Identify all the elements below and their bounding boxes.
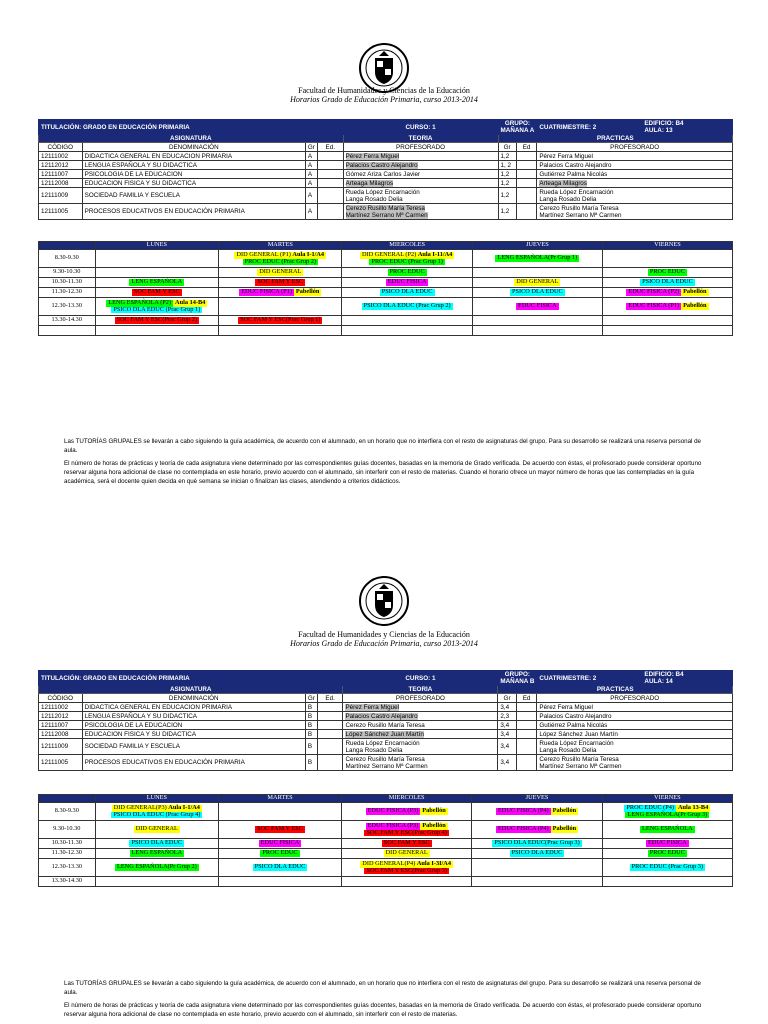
subject-name: SOCIEDAD FAMILIA Y ESCUELA: [82, 739, 305, 755]
room: Aula I-1/A4: [168, 804, 200, 811]
time-slot: 9.30-10.30: [39, 821, 96, 839]
class-block: SOC FAM Y ESC(Prac Grup 1): [240, 316, 321, 324]
class-block: PROC EDUC: [389, 268, 425, 276]
subject-name: PSICOLOGIA DE LA EDUCACION: [82, 721, 305, 730]
class-name: EDUC FISICA (P2): [628, 288, 680, 296]
class-name: EDUC FISICA (P3): [367, 822, 419, 829]
table-row: [39, 755, 733, 771]
table-row: [39, 859, 733, 877]
class-block: SOC FAM Y ESC: [257, 278, 304, 286]
subject-group: B: [305, 755, 317, 771]
col-profesorado-prac: PROFESORADO: [537, 694, 733, 703]
faculty-header: [0, 630, 768, 648]
class-block: PROC EDUC: [649, 849, 685, 857]
subject-name: SOCIEDAD FAMILIA Y ESCUELA: [82, 188, 305, 204]
time-slot: 12.30-13.30: [39, 859, 96, 877]
subjects-table-b: [38, 670, 733, 771]
notes-a: [64, 437, 712, 490]
subject-teacher-2: Langa Rosado Delia: [345, 195, 403, 203]
subject-group: A: [305, 179, 317, 188]
class-block: [626, 303, 681, 310]
class-name: EDUC FISICA (P4): [497, 807, 549, 815]
class-block: LENG ESPAÑOLA: [642, 825, 693, 833]
grupo-label: GRUPO:: [504, 671, 530, 678]
day-jueves: JUEVES: [472, 795, 602, 803]
aula-label: AULA: 14: [644, 678, 673, 685]
practice-teacher-2: Martínez Serrano Mª Carmen: [539, 211, 622, 219]
class-block: LENG ESPAÑOLA(Pr Grup 1): [497, 254, 578, 262]
subject-group: A: [305, 161, 317, 170]
class-block: LENG ESPAÑOLA(Pr Grup 2): [116, 863, 197, 871]
subject-code: 12112012: [39, 161, 83, 170]
class-block: SOC FAM Y ESC(Prac Grup 3): [366, 866, 447, 874]
col-ed: Ed.: [317, 694, 343, 703]
practice-groups: 3,4: [498, 703, 516, 712]
subject-name: PROCESOS EDUCATIVOS EN EDUCACIÓN PRIMARIA: [82, 204, 305, 220]
note-tutorias: Las TUTORÍAS GRUPALES se llevarán a cabo siguiendo la guía académica, de acuerdo con el alumnado, en un horario que no interfiera con el resto de asignaturas del grupo. Para su desarrollo se realizará una reserva personal de aula.: [64, 980, 701, 996]
class-name: EDUC FISICA (P1): [628, 302, 680, 310]
subject-name: PSICOLOGIA DE LA EDUCACION: [82, 170, 305, 179]
day-jueves: JUEVES: [472, 242, 602, 250]
practice-groups: 3,4: [498, 721, 516, 730]
practice-teacher: Pérez Ferra Miguel: [537, 703, 733, 712]
col-denominacion: DENOMINACIÓN: [82, 694, 305, 703]
subject-code: 12112008: [39, 730, 83, 739]
grupo-value: MAÑANA A: [500, 127, 535, 134]
class-name: DID GENERAL (P1): [236, 251, 291, 258]
class-block: PROC EDUC (Prac Grup 2): [244, 257, 316, 265]
table-row: [39, 278, 733, 288]
table-row: [39, 161, 733, 170]
class-name: DID GENERAL(P3): [113, 804, 167, 811]
table-row: [39, 298, 733, 316]
teoria-header: TEORÍA: [343, 135, 498, 143]
subject-teacher: Arteaga Milagros: [345, 179, 394, 187]
class-block: LENG ESPAÑOLA: [131, 849, 183, 857]
subject-teacher-2: Langa Rosado Delia: [345, 746, 403, 754]
cuatrimestre-label: CUATRIMESTRE: 2: [539, 123, 597, 131]
subject-teacher: Palacios Castro Alejandro: [345, 712, 418, 720]
practicas-header: PRÁCTICAS: [498, 135, 732, 143]
subject-teacher: Pérez Ferra Miguel: [345, 703, 400, 711]
practicas-header: PRÁCTICAS: [498, 686, 733, 694]
room: Pabellón: [295, 288, 320, 296]
table-row: [39, 839, 733, 849]
subject-code: 12111005: [39, 755, 83, 771]
subject-group: B: [305, 730, 317, 739]
time-slot: 13.30-14.30: [39, 316, 96, 326]
subject-code: 12111009: [39, 739, 83, 755]
practice-groups: 1,2: [498, 152, 516, 161]
subject-teacher-2: Martínez Serrano Mª Carmen: [345, 211, 428, 219]
class-block: LENG ESPAÑOLA(Pr Grup 3): [627, 810, 708, 818]
col-ed-prac: Ed: [516, 694, 537, 703]
col-codigo: CÓDIGO: [39, 694, 83, 703]
class-block: [239, 289, 294, 296]
practice-teacher: Gutiérrez Palma Nicolás: [537, 721, 733, 730]
aula-label: AULA: 13: [644, 127, 673, 134]
faculty-name: Facultad de Humanidades y Ciencias de la Educación: [298, 630, 470, 639]
practice-groups: 2,3: [498, 712, 516, 721]
subject-teacher: Rueda López Encarnación: [345, 188, 420, 196]
time-slot: 13.30-14.30: [39, 877, 96, 887]
subject-group: B: [305, 712, 317, 721]
subject-name: LENGUA ESPAÑOLA Y SU DIDACTICA: [82, 712, 305, 721]
class-block: [626, 289, 681, 296]
room: Pabellón: [422, 822, 446, 829]
subject-teacher: Gómez Ariza Carlos Javier: [343, 170, 498, 179]
col-gr: Gr: [305, 143, 317, 152]
table-row: [39, 821, 733, 839]
class-name: EDUC FISICA (P4): [497, 825, 549, 833]
table-row: [39, 179, 733, 188]
note-horas: El número de horas de prácticas y teoría de cada asignatura viene determinado por las correspondientes guías docentes, basadas en la memoria de Grado verificada. De acuerdo con éstas, el profesorado puede considerar oportuno reservar alguna hora adicional de clase no contemplada en este horario, previo acuerdo con el alumnado, sin interferir con el resto de materias.: [64, 1002, 702, 1018]
room: Aula 14-B4: [175, 299, 206, 306]
room: Aula 13-B4: [678, 804, 709, 811]
table-row: [39, 188, 733, 204]
subject-code: 12112008: [39, 179, 83, 188]
subject-name: PROCESOS EDUCATIVOS EN EDUCACIÓN PRIMARIA: [82, 755, 305, 771]
subject-teacher: Rueda López Encarnación: [345, 739, 420, 747]
practice-teacher: Cerezo Rusillo María Teresa: [539, 755, 619, 763]
class-block: PROC EDUC: [649, 268, 686, 276]
table-row: [39, 170, 733, 179]
curso-label: CURSO: 1: [405, 123, 436, 131]
practice-teacher: Pérez Ferra Miguel: [537, 152, 733, 161]
class-block: [496, 808, 551, 815]
day-martes: MARTES: [219, 795, 342, 803]
note-horas: El número de horas de prácticas y teoría de cada asignatura viene determinado por las correspondientes guías docentes, basadas en la memoria de Grado verificada. De acuerdo con éstas, el profesorado puede considerar oportuno reservar alguna hora adicional de clase no contemplada en este horario, previo acuerdo con el alumnado, sin interferir con el resto de materias. Cuando el horario ofrece un mayor número de horas que las contempladas en la guía académica, será el docente quien decida en qué semana se inician o finalizan las clases, atendiendo a criterios didácticos.: [64, 460, 702, 485]
practice-teacher: Palacios Castro Alejandro: [537, 712, 733, 721]
col-denominacion: DENOMINACIÓN: [82, 143, 305, 152]
subject-code: 12111002: [39, 703, 83, 712]
practice-groups: 1,2: [498, 170, 516, 179]
room: Aula I-11/A4: [417, 251, 453, 258]
faculty-header: [0, 86, 768, 104]
day-lunes: LUNES: [95, 795, 218, 803]
room: Pabellón: [552, 825, 577, 833]
class-block: EDUC FISICA: [387, 278, 427, 286]
room: Aula I-3I/A4: [416, 860, 451, 867]
subject-name: EDUCACION FISICA Y SU DIDACTICA: [82, 179, 305, 188]
class-block: PSICO DLA EDUC: [511, 288, 563, 296]
practice-groups: 3,4: [498, 755, 516, 771]
table-row: [39, 703, 733, 712]
class-block: PROC EDUC (Prac Grup 3): [631, 863, 704, 871]
day-viernes: VIERNES: [602, 242, 732, 250]
edificio-label: EDIFICIO: B4: [644, 120, 684, 127]
practice-teacher-2: Langa Rosado Delia: [539, 746, 597, 754]
edificio-label: EDIFICIO: B4: [644, 671, 684, 678]
subject-code: 12112012: [39, 712, 83, 721]
practice-teacher-2: Langa Rosado Delia: [539, 195, 597, 203]
subject-code: 12111007: [39, 721, 83, 730]
table-row: [39, 803, 733, 821]
day-miercoles: MIERCOLES: [341, 795, 471, 803]
subject-code: 12111002: [39, 152, 83, 161]
day-viernes: VIERNES: [602, 795, 732, 803]
class-block: PSICO DLA EDUC: [642, 278, 693, 286]
class-block: PSICO DLA EDUC(Prac Grup 3): [494, 839, 580, 847]
class-block: SOC FAM Y ESC: [257, 825, 303, 833]
room: Pabellón: [683, 302, 707, 310]
class-name: DID GENERAL (P2): [361, 251, 417, 258]
class-name: DID GENERAL(P4): [362, 860, 416, 867]
asignatura-header: ASIGNATURA: [39, 686, 343, 694]
subject-code: 12111007: [39, 170, 83, 179]
class-block: PROC EDUC (Prac Grup 1): [371, 257, 443, 265]
practice-groups: 1,2: [498, 179, 516, 188]
time-slot: 8.30-9.30: [39, 803, 96, 821]
day-martes: MARTES: [219, 242, 342, 250]
class-block: PSICO DLA EDUC: [381, 288, 433, 296]
note-tutorias: Las TUTORÍAS GRUPALES se llevarán a cabo siguiendo la guía académica, de acuerdo con el alumnado, en un horario que no interfiera con el resto de asignaturas del grupo. Para su desarrollo se realizará una reserva personal de aula.: [64, 438, 701, 454]
seal-logo: [358, 575, 410, 627]
subject-teacher-2: Martínez Serrano Mª Carmen: [345, 762, 428, 770]
time-slot: 12.30-13.30: [39, 298, 96, 316]
subject-teacher: Cerezo Rusillo María Teresa: [345, 755, 425, 763]
subject-teacher: Pérez Ferra Miguel: [345, 152, 400, 160]
subject-group: A: [305, 152, 317, 161]
room: Aula I-1/A4: [292, 251, 325, 258]
class-block: DID GENERAL: [385, 849, 428, 857]
practice-groups: 3,4: [498, 730, 516, 739]
teoria-header: TEORÍA: [343, 686, 498, 694]
class-block: PSICO DLA EDUC (Prac Grup 4): [113, 810, 201, 818]
table-row: [39, 730, 733, 739]
table-row: [39, 326, 733, 336]
class-name: EDUC FISICA (P1): [241, 288, 292, 296]
schedule-subtitle: Horarios Grado de Educación Primaria, curso 2013-2014: [290, 95, 478, 104]
asignatura-header: ASIGNATURA: [39, 135, 344, 143]
subject-name: LENGUA ESPAÑOLA Y SU DIDACTICA: [82, 161, 305, 170]
subject-group: B: [305, 739, 317, 755]
table-row: [39, 204, 733, 220]
grupo-value: MAÑANA B: [500, 678, 535, 685]
practice-teacher: Rueda López Encarnación: [539, 188, 614, 196]
class-block: SOC FAM Y ESC(Prac Grup 4): [366, 828, 447, 836]
col-ed-prac: Ed: [516, 143, 537, 152]
subject-group: A: [305, 170, 317, 179]
col-profesorado: PROFESORADO: [343, 694, 498, 703]
class-block: PROC EDUC: [262, 849, 298, 857]
notes-b: [64, 979, 712, 1023]
time-slot: 10.30-11.30: [39, 839, 96, 849]
subject-group: B: [305, 703, 317, 712]
subject-teacher: Cerezo Rusillo María Teresa: [345, 204, 425, 212]
subject-name: EDUCACION FISICA Y SU DIDACTICA: [82, 730, 305, 739]
table-row: [39, 849, 733, 859]
room: Pabellón: [422, 807, 446, 815]
practice-teacher: Arteaga Milagros: [539, 179, 587, 187]
col-gr-prac: Gr: [498, 143, 516, 152]
room: Pabellón: [683, 288, 707, 296]
subject-teacher: Palacios Castro Alejandro: [345, 161, 418, 169]
cuatrimestre-label: CUATRIMESTRE: 2: [539, 674, 597, 682]
room: Pabellón: [552, 807, 577, 815]
practice-groups: 3,4: [498, 739, 516, 755]
class-name: LENG ESPAÑOLA (P2): [108, 299, 172, 306]
subject-group: A: [305, 204, 317, 220]
table-row: [39, 268, 733, 278]
col-profesorado: PROFESORADO: [343, 143, 498, 152]
practice-teacher: Palacios Castro Alejandro: [537, 161, 733, 170]
subjects-table-a: [38, 119, 733, 220]
table-row: [39, 288, 733, 298]
subject-code: 12111005: [39, 204, 83, 220]
practice-teacher: López Sánchez Juan Martín: [537, 730, 733, 739]
class-block: EDUC FISICA: [518, 302, 557, 310]
schedule-table-b: [38, 794, 733, 887]
class-name: PROC EDUC (P4): [626, 804, 674, 811]
curso-label: CURSO: 1: [405, 674, 436, 682]
table-row: [39, 316, 733, 326]
class-block: PSICO DLA EDUC: [131, 839, 183, 847]
subject-code: 12111009: [39, 188, 83, 204]
class-block: SOC FAM Y ESC(Prac Grup 2): [116, 316, 197, 324]
subject-name: DIDACTICA GENERAL EN EDUCACION PRIMARIA: [82, 703, 305, 712]
class-block: SOC FAM Y ESC: [383, 839, 430, 847]
class-block: DID GENERAL: [259, 268, 302, 276]
table-row: [39, 739, 733, 755]
class-block: PSICO DLA EDUC (Prac Grup 2): [363, 302, 451, 310]
time-slot: 9.30-10.30: [39, 268, 96, 278]
col-codigo: CÓDIGO: [39, 143, 83, 152]
titulacion-label: TITULACIÓN: GRADO EN EDUCACIÓN PRIMARIA: [39, 671, 343, 686]
class-name: EDUC FISICA (P3): [367, 807, 419, 815]
class-block: [366, 808, 421, 815]
class-block: [496, 826, 551, 833]
grupo-label: GRUPO:: [504, 120, 531, 127]
practice-groups: 1,2: [498, 188, 516, 204]
subject-group: A: [305, 188, 317, 204]
time-slot: 11.30-12.30: [39, 849, 96, 859]
day-lunes: LUNES: [95, 242, 219, 250]
subject-group: B: [305, 721, 317, 730]
practice-teacher: Gutiérrez Palma Nicolás: [537, 170, 733, 179]
class-block: EDUC FISICA: [648, 839, 687, 847]
col-profesorado-prac: PROFESORADO: [537, 143, 733, 152]
class-block: SOC FAM Y ESC: [133, 288, 180, 296]
class-block: EDUC FISICA: [260, 839, 300, 847]
schedule-table-a: [38, 241, 733, 336]
col-gr-prac: Gr: [498, 694, 516, 703]
practice-teacher-2: Martínez Serrano Mª Carmen: [539, 762, 622, 770]
table-row: [39, 877, 733, 887]
class-block: DID GENERAL: [135, 825, 178, 833]
practice-groups: 1, 2: [498, 161, 516, 170]
practice-teacher: Cerezo Rusillo María Teresa: [539, 204, 619, 212]
class-block: PSICO DLA EDUC (Prac Grup 1): [113, 305, 201, 313]
subject-teacher: López Sánchez Juan Martín: [345, 730, 424, 738]
day-miercoles: MIERCOLES: [342, 242, 472, 250]
subject-teacher: Cerezo Rusillo María Teresa: [343, 721, 498, 730]
class-block: DID GENERAL: [516, 278, 559, 286]
class-block: PSICO DLA EDUC: [511, 849, 563, 857]
time-slot: 11.30-12.30: [39, 288, 96, 298]
titulacion-label: TITULACIÓN: GRADO EN EDUCACIÓN PRIMARIA: [39, 120, 344, 135]
time-slot: 10.30-11.30: [39, 278, 96, 288]
table-row: [39, 250, 733, 268]
col-ed: Ed.: [317, 143, 343, 152]
practice-groups: 1,2: [498, 204, 516, 220]
table-row: [39, 712, 733, 721]
col-gr: Gr: [305, 694, 317, 703]
time-slot: 8.30-9.30: [39, 250, 96, 268]
faculty-name: Facultad de Humanidades y Ciencias de la Educación: [298, 86, 470, 95]
practice-teacher: Rueda López Encarnación: [539, 739, 614, 747]
table-row: [39, 152, 733, 161]
subject-name: DIDACTICA GENERAL EN EDUCACION PRIMARIA: [82, 152, 305, 161]
class-block: LENG ESPAÑOLA: [131, 278, 183, 286]
schedule-subtitle: Horarios Grado de Educación Primaria, curso 2013-2014: [290, 639, 478, 648]
table-row: [39, 721, 733, 730]
class-block: PSICO DLA EDUC: [254, 863, 306, 871]
